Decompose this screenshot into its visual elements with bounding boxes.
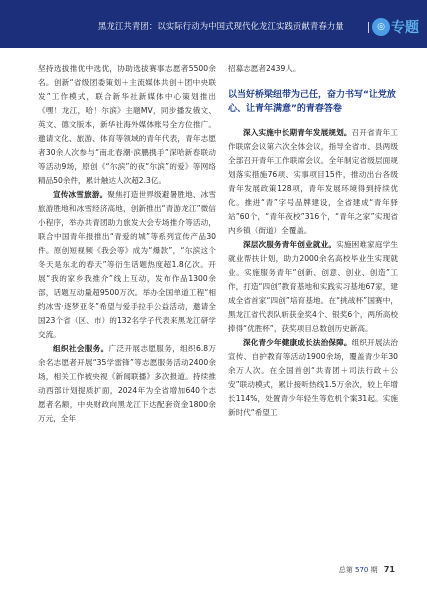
paragraph-text: 广泛开展志愿服务，组织6.8万余名志愿者开展“35学雷锋”等志愿服务活动2400余场，相关工作被央视《新闻联播》多次报道。持续推动西部计划提质扩面，2024年为全省增加640个志愿者名额，中央财政向黑龙江下达配套资金1800余万元，全年 [38, 344, 217, 423]
issue-number: 570 [355, 566, 369, 574]
page-footer [339, 565, 395, 575]
paragraph [38, 342, 216, 426]
paragraph-text: 聚焦打造世界级避暑胜地、冰雪旅游胜地和冰雪经济高地，创新推出“青游龙江”微信小程序，举办共青团助力旅发大会专场推介等活动，联合中国青年报推出“青爱的城”等系列宣传产品30件。原创短视频《我会等》成为“爆款”，“尔滨这个冬天是东北的春天”等衍生话题热度超1.8亿次。开展“我的家乡我推介”线上互动，发布作品1300余部，话题互动量超9500万次。举办全国单道工程“相约冰雪·逐梦亚冬”希望与爱手拉手公益活动，邀请全国23个省（区、市）的132名学子代表来黑龙江研学交流。 [38, 190, 217, 339]
paragraph-lead: 深入实施中长期青年发展规划。 [243, 128, 352, 137]
paragraph-lead: 深层次服务青年创业就业。 [243, 240, 337, 249]
paragraph-lead: 宣传冰雪旅游。 [53, 190, 108, 199]
section-subheading: 以当好桥梁纽带为己任，奋力书写“让党放心、让青年满意”的青春答卷 [228, 90, 396, 114]
page-header [0, 0, 427, 48]
header-title: 黑龙江共青团：以实际行动为中国式现代化龙江实践贡献青春力量 [98, 21, 344, 31]
right-column [228, 62, 398, 420]
paragraph [228, 62, 398, 76]
issue-suffix: 期 [370, 566, 378, 574]
paragraph-text: 招募志愿者2439人。 [228, 64, 301, 73]
paragraph-text: 坚持选拔推优中选优，协助选拔赛事志愿者5500余名。创新“省级团委策划＋主流媒体共创＋团中央联发”工作模式，联合新华社新媒体中心策划推出《嘿！龙江，哈！尔滨》主题MV，同步播发俄文、英文、德文版本，新华社海外媒体账号全方位推广。邀请文化、旅游、体育等领域的青年代表，青年志愿者30余人次参与“南北春潮·滨鹏携手”深哈新春联动等活动9场，原创《“尔滨”的夜“尔滨”的爱》等网络精品50余件，累计触达人次超2.3亿。 [38, 64, 216, 185]
emblem-icon: ◎ [372, 18, 390, 36]
paragraph-lead: 组织社会服务。 [53, 344, 109, 353]
left-column [38, 62, 216, 426]
paragraph-text: 召开省青年工作联席会议第六次全体会议，指导全省市、县两级全部召开青年工作联席会议。全年制定省级层面规划落实措施76项、实事项目15件，推动出台各级青年发展政策128项，青年发展环境得到持续优化。推进“青”字号品牌建设，全省建成“青年驿站”60个，“青年夜校”316个，“青年之家”实现省内乡镇（街道）全覆盖。 [228, 128, 399, 235]
paragraph [38, 188, 216, 342]
paragraph [228, 336, 398, 420]
paragraph-text: 实施困难家庭学生就业帮扶计划，助力2000余名高校毕业生实现就业。实施服务青年“创新、创意、创业、创造”工作，打造“四创”教育基地和实践实习基地67家，建成全省首家“四创”培育基地。在“挑战杯”国赛中，黑龙江省代表队斩获金奖4个、银奖6个，两所高校捧得“优胜杯”，获奖项目总数创历史新高。 [228, 240, 399, 333]
paragraph [228, 126, 398, 238]
paragraph [38, 62, 216, 188]
header-divider [368, 22, 369, 33]
paragraph-lead: 深化青少年健康成长法治保障。 [243, 338, 352, 347]
section-tag: 专题 [391, 20, 419, 36]
issue-prefix: 总第 [338, 566, 353, 574]
paragraph [228, 238, 398, 336]
paragraph-text: 组织开展法治宣传、自护教育等活动1900余场，覆盖青少年30余万人次。在全国首创“共青团＋司法行政＋公安”联动模式，累计接听热线1.5万余次，较上年增长114%，处置青少年轻生等危机个案31起。实施新时代“希望工 [228, 338, 399, 417]
page-number: 71 [383, 565, 395, 574]
